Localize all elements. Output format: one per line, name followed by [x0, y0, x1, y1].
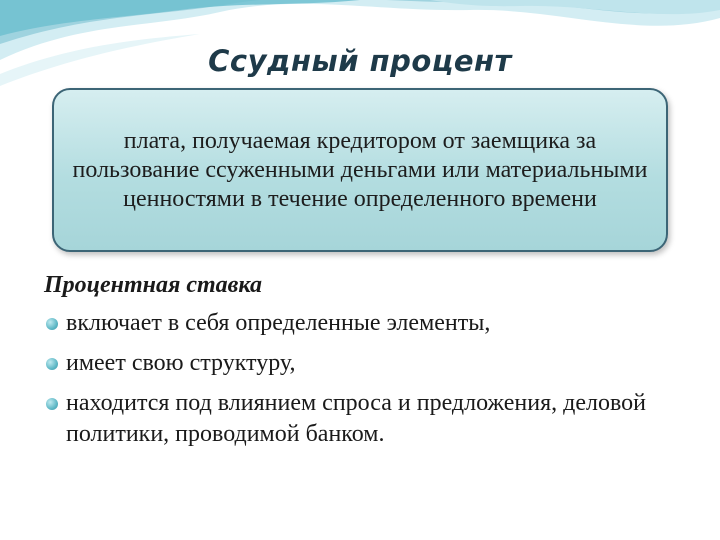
list-item [44, 388, 694, 450]
bullet-icon [46, 318, 58, 330]
bullet-icon [46, 398, 58, 410]
list-item [44, 348, 694, 379]
list-item [44, 308, 694, 339]
slide-title [0, 44, 720, 78]
subheading: Процентная ставка [44, 272, 262, 298]
definition-text: плата, получаемая кредитором от заемщика за пользование ссуженными деньгами или материальными ценностями в течение определенного времени [72, 127, 648, 212]
bullet-icon [46, 358, 58, 370]
definition-box [52, 88, 668, 252]
bullet-list [44, 308, 694, 459]
list-item-text: включает в себя определенные элементы, [66, 310, 491, 336]
list-item-text: находится под влиянием спроса и предложения, деловой политики, проводимой банком. [66, 390, 646, 447]
list-item-text: имеет свою структуру, [66, 350, 296, 376]
slide-title-text: Ссудный процент [208, 44, 512, 78]
